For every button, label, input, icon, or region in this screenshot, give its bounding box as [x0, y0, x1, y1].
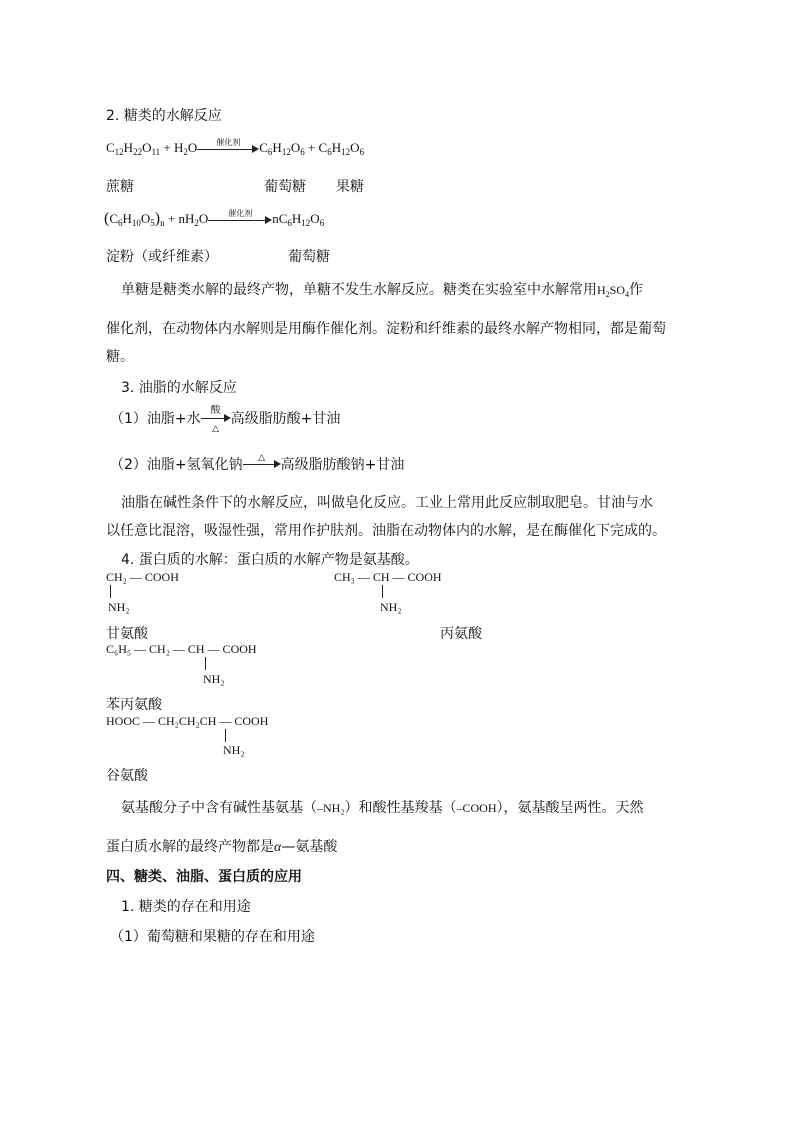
section-heading-protein-hydrolysis: 4. 蛋白质的水解：蛋白质的水解产物是氨基酸。 — [121, 552, 419, 568]
phenylalanine-formula: C₆H₅ — CH₂ — CH — COOH — [106, 642, 257, 656]
paragraph-line: 单糖是糖类水解的最终产物，单糖不发生水解反应。糖类在实验室中水解常用$H_2SO_4$作 — [121, 282, 644, 299]
chapter-heading-applications: 四、糖类、油脂、蛋白质的应用 — [106, 869, 302, 885]
glutamic-acid-name: 谷氨酸 — [106, 768, 148, 784]
label-fructose: 果糖 — [336, 179, 364, 195]
glutamic-acid-formula: HOOC — CH₂CH₂CH — COOH — [106, 714, 269, 728]
equation-sucrose-hydrolysis: $C_{12}H_{22}O_{11} + H_2O$ 催化剂 $C_6H_{12}O_6 + C_6H_{12}O_6$ — [106, 138, 364, 157]
section-heading-sugar-hydrolysis: 2. 糖类的水解反应 — [106, 108, 222, 124]
paragraph-line: 油脂在碱性条件下的水解反应，叫做皂化反应。工业上常用此反应制取肥皂。甘油与水 — [121, 495, 653, 511]
formula-cooh: –COOH — [456, 801, 497, 815]
glycine-name: 甘氨酸 — [106, 626, 148, 642]
section-heading-fat-hydrolysis: 3. 油脂的水解反应 — [121, 380, 237, 396]
paragraph-line: 蛋白质水解的最终产物都是α—氨基酸 — [106, 839, 338, 855]
label-glucose: 葡萄糖 — [264, 179, 306, 195]
equation-starch-hydrolysis: $(C_6H_{10}O_5)_n + nH_2O$ 催化剂 $nC_6H_{12}O_6$ — [104, 209, 325, 228]
formula-nh2: –NH₂ — [317, 801, 345, 815]
bond-line — [110, 585, 111, 598]
subsection-heading: 1. 糖类的存在和用途 — [121, 899, 251, 915]
alanine-amino-group: NH₂ — [380, 600, 402, 614]
paragraph-line: 以任意比混溶，吸湿性强，常用作护肤剂。油脂在动物体内的水解，是在酶催化下完成的。 — [106, 523, 666, 539]
paragraph-line: 氨基酸分子中含有碱性基氨基（–NH₂）和酸性基羧基（–COOH），氨基酸呈两性。天然 — [121, 800, 644, 816]
alanine-formula: CH₃ — CH — COOH — [334, 570, 442, 584]
glutamic-acid-amino-group: NH₂ — [223, 743, 245, 757]
label-sucrose: 蔗糖 — [106, 179, 134, 195]
bond-line — [382, 585, 383, 598]
bond-line — [225, 729, 226, 742]
reaction-arrow-icon: 酸 △ — [201, 410, 231, 428]
label-glucose-2: 葡萄糖 — [288, 249, 330, 265]
reaction-arrow-icon: △ — [243, 456, 281, 474]
equation-fat-base: （2）油脂+氢氧化钠 △ 高级脂肪酸钠+甘油 — [110, 453, 405, 473]
phenylalanine-amino-group: NH₂ — [203, 672, 225, 686]
subsection-heading: （1）葡萄糖和果糖的存在和用途 — [110, 929, 315, 945]
paragraph-line: 糖。 — [106, 349, 134, 365]
formula-h2so4: $H_2SO_4$ — [597, 283, 630, 299]
phenylalanine-name: 苯丙氨酸 — [106, 697, 162, 713]
reaction-arrow-icon: 催化剂 — [197, 141, 259, 157]
equation-fat-acid: （1）油脂+水 酸 △ 高级脂肪酸+甘油 — [110, 405, 341, 434]
bond-line — [205, 657, 206, 670]
glycine-formula: CH₂ — COOH — [106, 570, 179, 584]
label-starch: 淀粉（或纤维素） — [106, 249, 218, 265]
alanine-name: 丙氨酸 — [440, 626, 482, 642]
reaction-arrow-icon: 催化剂 — [208, 212, 272, 228]
paragraph-line: 催化剂，在动物体内水解则是用酶作催化剂。淀粉和纤维素的最终水解产物相同，都是葡萄 — [106, 321, 666, 337]
glycine-amino-group: NH₂ — [108, 600, 130, 614]
